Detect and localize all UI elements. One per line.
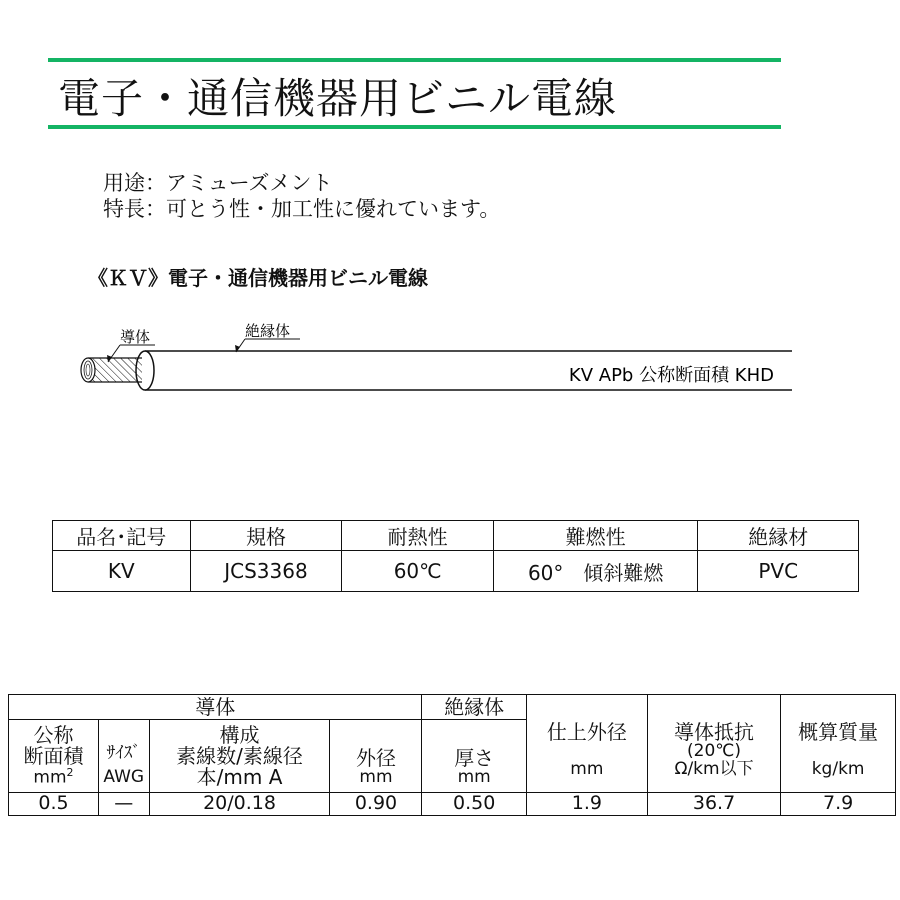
spec-cell: JCS3368 (190, 551, 342, 592)
resistance-temp: (20℃) (687, 741, 742, 762)
finish-diameter-unit: mm (570, 759, 604, 780)
mass-label: 概算質量 (798, 720, 879, 745)
page-title: 電子・通信機器用ビニル電線 (58, 74, 618, 123)
insulation-label: 絶縁体 (245, 322, 291, 340)
dims-cell: 7.9 (781, 793, 896, 816)
cable-diagram (60, 312, 800, 402)
dims-cell: 1.9 (526, 793, 647, 816)
finish-diameter-label: 仕上外径 (546, 720, 627, 745)
spec-header-cell: 難燃性 (493, 521, 697, 551)
outer-diameter-header (330, 720, 422, 793)
spec-header-cell: 規格 (190, 521, 342, 551)
dims-cell: 36.7 (647, 793, 780, 816)
spec-header-cell: 耐熱性 (342, 521, 494, 551)
conductor-label: 導体 (120, 328, 151, 346)
group-insulation-header: 絶縁体 (422, 695, 526, 720)
resistance-label: 導体抵抗 (674, 720, 755, 745)
thickness-unit: mm (457, 766, 491, 787)
dims-cell: 0.5 (9, 793, 99, 816)
nominal-area-header (9, 720, 99, 793)
product-subtitle: 《ＫＶ》電子・通信機器用ビニル電線 (88, 266, 428, 290)
size-header (98, 720, 149, 793)
cable-marking: KV APb 公称断面積 KHD (568, 365, 774, 386)
nominal-label-2: 断面積 (23, 743, 84, 768)
spec-data-row (53, 551, 859, 592)
outer-diameter-label: 外径 (355, 745, 396, 770)
composition-label-1: 構成 (219, 722, 260, 747)
dimensions-table (8, 694, 896, 816)
dims-group-row (9, 695, 896, 720)
finish-diameter-header (526, 695, 647, 793)
title-bottom-rule (48, 125, 781, 129)
spec-table (52, 520, 859, 592)
title-top-rule (48, 58, 781, 62)
feature-text: 特長：可とう性・加工性に優れています。 (103, 197, 501, 221)
spec-cell: PVC (698, 551, 859, 592)
resistance-header (647, 695, 780, 793)
group-conductor-header: 導体 (9, 695, 422, 720)
dims-cell: 0.50 (422, 793, 526, 816)
composition-label-2: 素線数/素線径 (176, 743, 303, 768)
composition-unit: 本/mm A (196, 764, 283, 789)
dims-data-row (9, 793, 896, 816)
dims-cell: 20/0.18 (149, 793, 330, 816)
thickness-label: 厚さ (454, 745, 495, 770)
nominal-unit-sup: 2 (66, 765, 74, 779)
size-label: ｻｲｽﾞ (106, 743, 141, 764)
mass-unit: kg/km (811, 759, 865, 780)
size-unit: AWG (103, 767, 145, 787)
nominal-label-1: 公称 (33, 722, 74, 747)
mass-header (781, 695, 896, 793)
spec-header-cell: 品名･記号 (53, 521, 191, 551)
nominal-unit: mm (33, 767, 67, 788)
spec-cell: KV (53, 551, 191, 592)
conductor-end (81, 358, 95, 382)
spec-cell: 60° 傾斜難燃 (493, 551, 697, 592)
spec-header-cell: 絶縁材 (698, 521, 859, 551)
spec-header-row (53, 521, 859, 551)
composition-header (149, 720, 330, 793)
resistance-unit: Ω/km以下 (674, 759, 754, 779)
usage-text: 用途：アミューズメント (103, 171, 333, 195)
outer-diameter-unit: mm (359, 766, 393, 787)
spec-cell: 60℃ (342, 551, 494, 592)
dims-cell: 0.90 (330, 793, 422, 816)
dims-cell: — (98, 793, 149, 816)
thickness-header (422, 720, 526, 793)
